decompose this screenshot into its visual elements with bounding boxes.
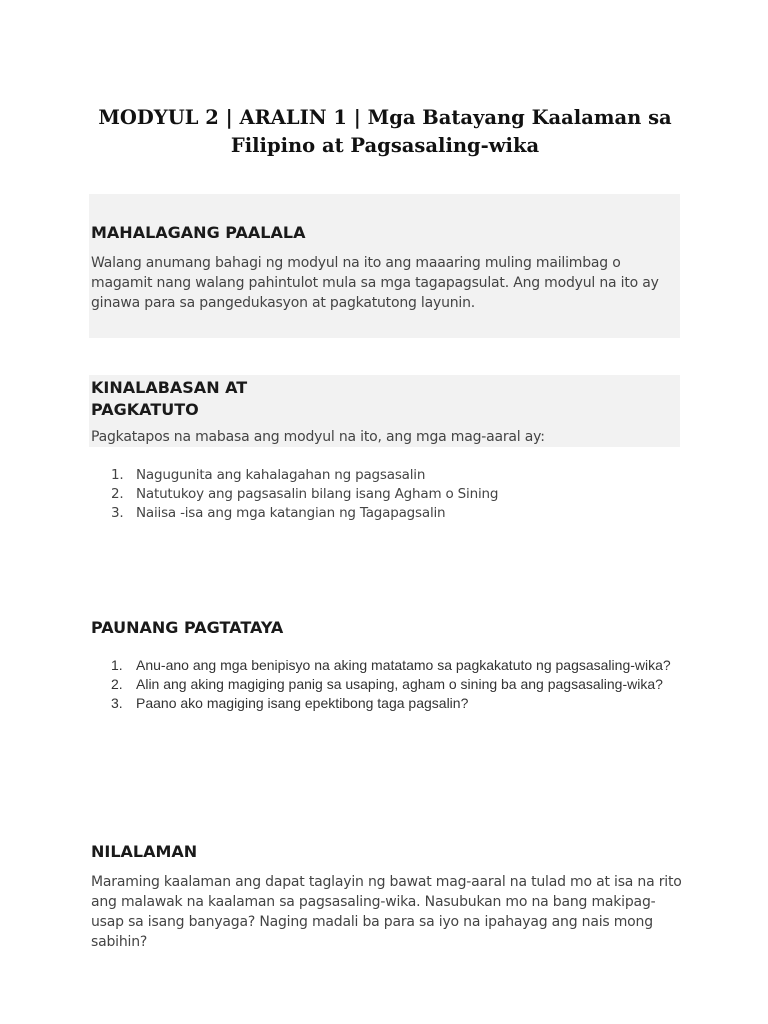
list-item-number: 3. [111, 505, 124, 521]
kinalabasan-box [89, 375, 680, 447]
kinalabasan-intro: Pagkatapos na mabasa ang modyul na ito, ang mga mag-aaral ay: [91, 429, 545, 445]
list-item [89, 675, 689, 694]
paalala-text: Walang anumang bahagi ng modyul na ito ang maaaring muling mailimbag o magamit nang walang pahintulot mula sa mga tagapagsulat. Ang modyul na ito ay ginawa para sa pangedukasyon at pagkatutong layunin. [91, 255, 659, 311]
list-item-text: Alin ang aking magiging panig sa usaping, agham o sining ba ang pagsasaling-wika? [136, 676, 663, 692]
paunang-pagtataya-section [89, 617, 680, 639]
list-item-number: 1. [111, 467, 124, 483]
paunang-pagtataya-list-wrap [89, 656, 689, 713]
list-item-text: Naiisa -isa ang mga katangian ng Tagapagsalin [136, 505, 446, 521]
list-item-text: Anu-ano ang mga benipisyo na aking matatamo sa pagkakatuto ng pagsasaling-wika? [136, 657, 671, 673]
kinalabasan-list [89, 466, 680, 523]
paunang-pagtataya-heading: PAUNANG PAGTATAYA [91, 618, 284, 637]
list-item-text: Nagugunita ang kahalagahan ng pagsasalin [136, 467, 426, 483]
paalala-heading: MAHALAGANG PAALALA [91, 223, 306, 242]
list-item-text: Paano ako magiging isang epektibong taga pagsalin? [136, 695, 469, 711]
nilalaman-section [89, 841, 680, 952]
list-item [89, 694, 689, 713]
kinalabasan-heading-line1: KINALABASAN AT [91, 378, 248, 397]
list-item-number: 2. [111, 676, 123, 692]
list-item-number: 3. [111, 695, 123, 711]
list-item-number: 1. [111, 657, 123, 673]
list-item [89, 504, 680, 523]
page-title: MODYUL 2 | ARALIN 1 | Mga Batayang Kaalaman sa Filipino at Pagsasaling-wika [98, 106, 672, 157]
list-item [89, 485, 680, 504]
list-item-number: 2. [111, 486, 124, 502]
kinalabasan-heading [91, 377, 680, 421]
nilalaman-heading: NILALAMAN [91, 842, 198, 861]
kinalabasan-heading-line2: PAGKATUTO [91, 400, 199, 419]
paalala-box [89, 194, 680, 338]
nilalaman-text: Maraming kaalaman ang dapat taglayin ng bawat mag-aaral na tulad mo at isa na rito ang malawak na kaalaman sa pagsasaling-wika. Nasubukan mo na bang makipag-usap sa isang banyaga? Naging madali ba para sa iyo na ipahayag ang nais mong sabihin? [91, 874, 682, 950]
paunang-pagtataya-list [89, 656, 689, 713]
list-item [89, 466, 680, 485]
list-item-text: Natutukoy ang pagsasalin bilang isang Agham o Sining [136, 486, 499, 502]
kinalabasan-list-wrap [89, 466, 680, 523]
list-item [89, 656, 689, 675]
